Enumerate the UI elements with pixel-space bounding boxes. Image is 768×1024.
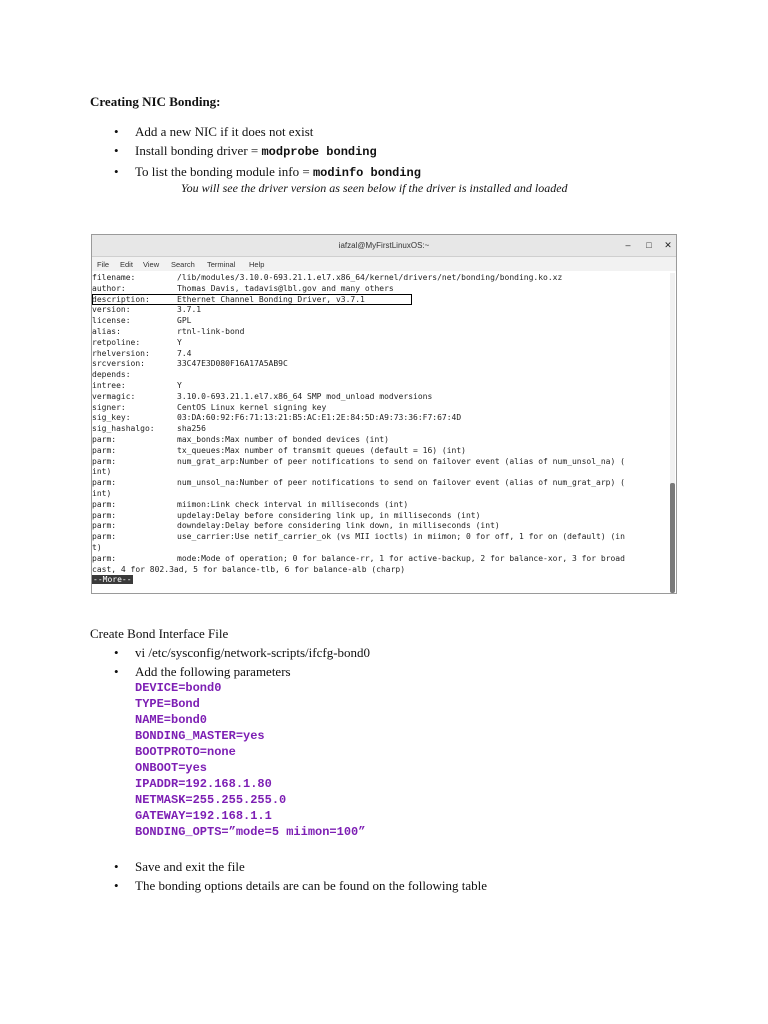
- terminal-line-key: parm:: [92, 435, 117, 444]
- code-modprobe: modprobe bonding: [261, 145, 377, 159]
- terminal-line-value: tx_queues:Max number of transmit queues (default = 16) (int): [177, 445, 466, 455]
- terminal-line-value: miimon:Link check interval in milliseconds (int): [177, 499, 409, 509]
- terminal-line-key: rhelversion:: [92, 348, 150, 358]
- scrollbar-thumb: [670, 483, 675, 593]
- menu-help: Help: [249, 260, 265, 269]
- bond-file-steps-list: [114, 643, 370, 681]
- bonding-steps-list: [114, 122, 421, 183]
- terminal-scrollbar: [670, 273, 675, 591]
- menu-terminal: Terminal: [207, 260, 236, 269]
- menu-search: Search: [171, 260, 195, 269]
- list-item: • Add the following parameters: [114, 662, 370, 681]
- terminal-line-value: 7.4: [177, 348, 192, 358]
- terminal-line-key: license:: [92, 316, 131, 326]
- terminal-line-key: signer:: [92, 402, 126, 412]
- list-item: • vi /etc/sysconfig/network-scripts/ifcfg-bond0: [114, 643, 370, 662]
- terminal-line-value: use_carrier:Use netif_carrier_ok (vs MII ioctls) in miimon; 0 for off, 1 for on (default) (in: [177, 532, 625, 542]
- list-item: • Add a new NIC if it does not exist: [114, 122, 421, 141]
- terminal-line-key: filename:: [92, 273, 136, 282]
- terminal-screenshot: [91, 234, 677, 594]
- menu-file: File: [97, 260, 110, 269]
- terminal-line-key: author:: [92, 283, 126, 293]
- list-item: • The bonding options details are can be found on the following table: [114, 876, 487, 895]
- bond-parameters-block: [135, 680, 365, 840]
- maximize-icon: □: [646, 240, 652, 250]
- terminal-line-key: description:: [92, 294, 150, 304]
- code-modinfo: modinfo bonding: [312, 166, 421, 180]
- terminal-titlebar: [92, 235, 676, 257]
- parameter-line: BONDING_OPTS=”mode=5 miimon=100”: [135, 825, 366, 839]
- terminal-line-key: srcversion:: [92, 359, 145, 369]
- terminal-line-key: alias:: [92, 327, 121, 336]
- terminal-line-key: t): [92, 543, 102, 552]
- terminal-line-value: sha256: [177, 424, 206, 434]
- parameter-line: BOOTPROTO=none: [135, 745, 236, 759]
- terminal-line-key: intree:: [92, 381, 126, 390]
- more-prompt-text: --More--: [93, 575, 132, 585]
- list-item: • Install bonding driver = modprobe bonding: [114, 141, 421, 162]
- terminal-line-key: sig_key:: [92, 413, 131, 423]
- italic-note: You will see the driver version as seen below if the driver is installed and loaded: [181, 181, 568, 195]
- terminal-line-key: parm:: [92, 478, 117, 488]
- terminal-line-value: Y: [177, 381, 182, 390]
- parameter-line: NAME=bond0: [135, 713, 208, 727]
- terminal-line-key: int): [92, 489, 112, 498]
- minimize-icon: –: [625, 240, 631, 250]
- close-icon: ✕: [664, 240, 672, 250]
- parameter-line: BONDING_MASTER=yes: [135, 729, 265, 743]
- terminal-line-value: 33C47E3D080F16A17A5AB9C: [177, 359, 288, 369]
- final-steps-list: [114, 857, 487, 895]
- parameter-line: TYPE=Bond: [135, 697, 200, 711]
- terminal-line-key: parm:: [92, 521, 117, 531]
- terminal-line-value: downdelay:Delay before considering link down, in milliseconds (int): [177, 521, 500, 531]
- terminal-line-value: mode:Mode of operation; 0 for balance-rr, 1 for active-backup, 2 for balance-xor, 3 for broad: [177, 553, 625, 563]
- terminal-line-key: retpoline:: [92, 337, 141, 347]
- terminal-line-value: GPL: [177, 316, 192, 326]
- terminal-line-value: num_grat_arp:Number of peer notifications to send on failover event (alias of num_unsol_na) (: [177, 456, 625, 466]
- terminal-output: [92, 273, 668, 593]
- terminal-line-value: rtnl-link-bond: [177, 327, 245, 336]
- terminal-line-key: parm:: [92, 553, 117, 563]
- menu-view: View: [143, 260, 160, 269]
- terminal-title: iafzal@MyFirstLinuxOS:~: [338, 241, 430, 250]
- terminal-line-value: Ethernet Channel Bonding Driver, v3.7.1: [177, 294, 365, 304]
- menu-edit: Edit: [120, 260, 133, 269]
- list-item: • To list the bonding module info = modinfo bonding: [114, 162, 421, 183]
- terminal-line-value: 3.10.0-693.21.1.el7.x86_64 SMP mod_unload modversions: [177, 391, 433, 401]
- section-heading-bond-file: Create Bond Interface File: [90, 626, 229, 641]
- parameter-line: ONBOOT=yes: [135, 761, 208, 775]
- terminal-line-key: int): [92, 467, 112, 477]
- terminal-line-key: cast, 4 for 802.3ad, 5 for balance-tlb, 6 for balance-alb (charp): [92, 564, 406, 574]
- terminal-line-value: /lib/modules/3.10.0-693.21.1.el7.x86_64/kernel/drivers/net/bonding/bonding.ko.xz: [177, 273, 563, 282]
- terminal-line-key: sig_hashalgo:: [92, 424, 155, 434]
- terminal-line-key: parm:: [92, 456, 117, 466]
- terminal-line-value: max_bonds:Max number of bonded devices (int): [177, 435, 389, 444]
- terminal-line-value: 3.7.1: [177, 305, 202, 315]
- terminal-line-key: parm:: [92, 445, 117, 455]
- terminal-line-value: num_unsol_na:Number of peer notifications to send on failover event (alias of num_grat_arp) (: [177, 478, 625, 488]
- parameter-line: NETMASK=255.255.255.0: [135, 793, 287, 807]
- terminal-line-key: parm:: [92, 532, 117, 542]
- terminal-menubar: [92, 257, 676, 271]
- terminal-line-value: 03:DA:60:92:F6:71:13:21:B5:AC:E1:2E:84:5D:A9:73:36:F7:67:4D: [177, 413, 462, 423]
- parameter-line: IPADDR=192.168.1.80: [135, 777, 272, 791]
- section-heading-nic-bonding: Creating NIC Bonding:: [90, 94, 221, 109]
- terminal-line-value: CentOS Linux kernel signing key: [177, 402, 327, 412]
- parameter-line: DEVICE=bond0: [135, 681, 222, 695]
- terminal-line-key: parm:: [92, 499, 117, 509]
- terminal-line-key: depends:: [92, 370, 131, 380]
- list-item: • Save and exit the file: [114, 857, 487, 876]
- terminal-line-value: Y: [177, 337, 182, 347]
- terminal-line-value: Thomas Davis, tadavis@lbl.gov and many others: [177, 283, 394, 293]
- parameter-line: GATEWAY=192.168.1.1: [135, 809, 272, 823]
- terminal-line-key: parm:: [92, 510, 117, 520]
- more-prompt: [92, 575, 133, 586]
- terminal-line-key: version:: [92, 305, 131, 315]
- terminal-line-value: updelay:Delay before considering link up, in milliseconds (int): [177, 510, 481, 520]
- terminal-line-key: vermagic:: [92, 391, 136, 401]
